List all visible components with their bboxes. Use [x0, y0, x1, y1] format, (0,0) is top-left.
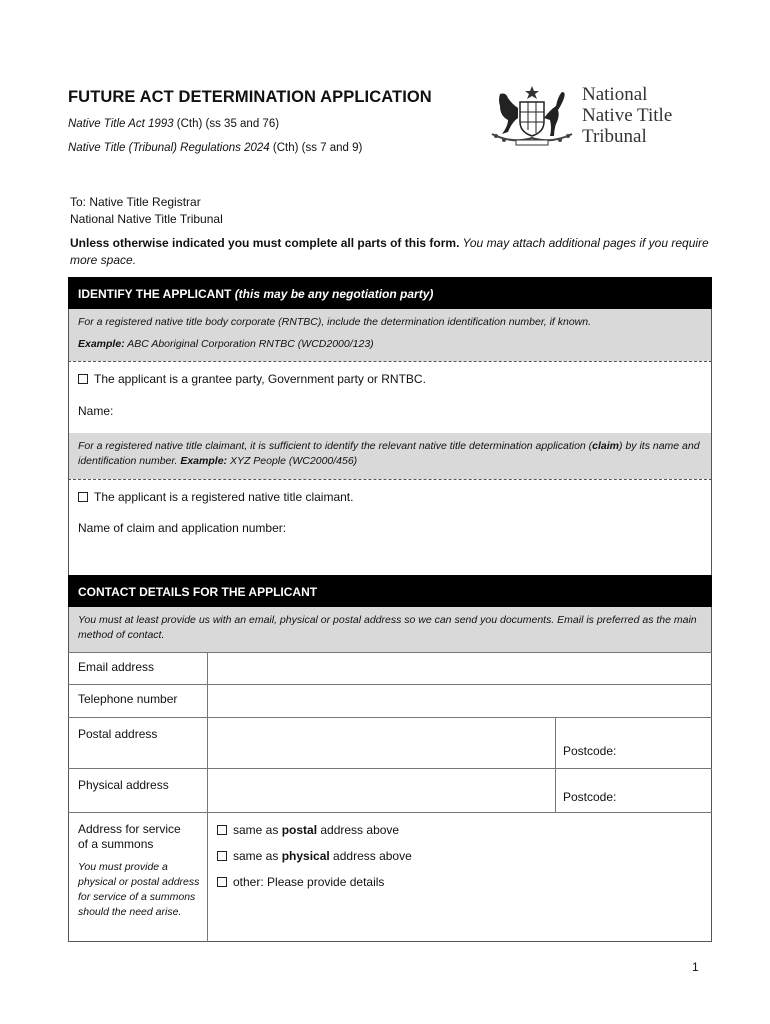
row-divider: [68, 812, 712, 813]
physical-postcode-field[interactable]: [556, 769, 711, 812]
same-as-postal-option[interactable]: same as postal address above: [217, 823, 399, 837]
other-address-checkbox[interactable]: [217, 877, 227, 887]
recipient-line-1: To: Native Title Registrar: [70, 195, 201, 209]
claimant-guidance-note: For a registered native title claimant, it is sufficient to identify the relevant native title determination application (claim) by its name and identification number. Example: XYZ People (WC2000/456): [68, 433, 712, 479]
physical-postcode-label: Postcode:: [563, 790, 617, 804]
summons-note: You must provide a physical or postal address for service of a summons should the need arise.: [78, 861, 200, 918]
physical-address-field[interactable]: [208, 769, 555, 812]
section-heading-applicant: IDENTIFY THE APPLICANT (this may be any negotiation party): [68, 277, 712, 309]
same-as-physical-checkbox[interactable]: [217, 851, 227, 861]
telephone-field[interactable]: [208, 685, 711, 717]
postal-address-label: Postal address: [78, 727, 158, 741]
section-heading-contact: CONTACT DETAILS FOR THE APPLICANT: [68, 575, 712, 607]
tribunal-logo: [486, 84, 706, 154]
telephone-label: Telephone number: [78, 692, 178, 706]
same-as-postal-checkbox[interactable]: [217, 825, 227, 835]
physical-address-label: Physical address: [78, 778, 169, 792]
regulation-reference: Native Title (Tribunal) Regulations 2024 (Cth) (ss 7 and 9): [68, 142, 363, 154]
registered-claimant-option[interactable]: The applicant is a registered native title claimant.: [78, 490, 353, 504]
postal-postcode-label: Postcode:: [563, 744, 617, 758]
rntbc-guidance-note: For a registered native title body corporate (RNTBC), include the determination identification number, if known. Example: ABC Aboriginal Corporation RNTBC (WCD2000/123): [68, 309, 712, 361]
grantee-party-option[interactable]: The applicant is a grantee party, Government party or RNTBC.: [78, 372, 426, 386]
contact-guidance-note: You must at least provide us with an email, physical or postal address so we can send you documents. Email is preferred as the main method of contact.: [68, 607, 712, 652]
email-label: Email address: [78, 660, 155, 674]
grantee-party-checkbox[interactable]: [78, 374, 88, 384]
postal-address-field[interactable]: [208, 718, 555, 768]
same-as-physical-option[interactable]: same as physical address above: [217, 849, 412, 863]
recipient-block: [70, 194, 223, 227]
instructions: Unless otherwise indicated you must complete all parts of this form. You may attach additional pages if you require more space.: [70, 236, 709, 267]
postal-postcode-field[interactable]: [556, 718, 711, 768]
claim-name-label: Name of claim and application number:: [78, 521, 287, 535]
name-label: Name:: [78, 404, 114, 418]
logo-wordmark: National Native Title Tribunal: [582, 84, 673, 147]
form-title: FUTURE ACT DETERMINATION APPLICATION: [68, 88, 432, 106]
coat-of-arms-icon: [486, 84, 578, 150]
summons-address-label: Address for service of a summons: [78, 822, 181, 851]
registered-claimant-checkbox[interactable]: [78, 492, 88, 502]
other-address-option[interactable]: other: Please provide details: [217, 875, 384, 889]
page-number: 1: [692, 960, 699, 974]
recipient-line-2: National Native Title Tribunal: [70, 211, 223, 226]
email-field[interactable]: [208, 653, 711, 684]
act-reference: Native Title Act 1993 (Cth) (ss 35 and 76): [68, 118, 280, 130]
